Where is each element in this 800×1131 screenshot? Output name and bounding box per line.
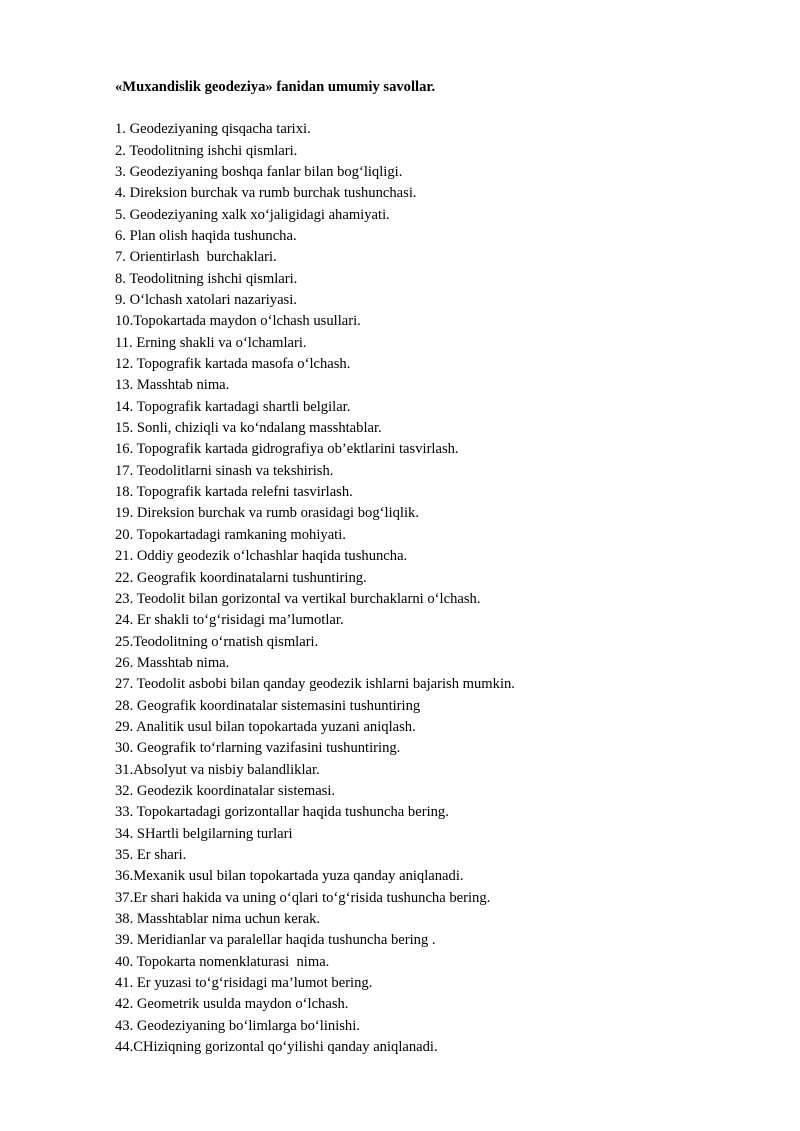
question-item: 41. Er yuzasi to‘g‘risidagi ma’lumot bering. [115,975,373,992]
question-item: 42. Geometrik usulda maydon o‘lchash. [115,996,349,1013]
question-item: 27. Teodolit asbobi bilan qanday geodezik ishlarni bajarish mumkin. [115,676,515,693]
question-item: 39. Meridianlar va paralellar haqida tushuncha bering . [115,932,436,949]
question-item: 24. Er shakli to‘g‘risidagi ma’lumotlar. [115,612,344,629]
question-item: 1. Geodeziyaning qisqacha tarixi. [115,121,311,138]
question-item: 43. Geodeziyaning bo‘limlarga bo‘linishi. [115,1017,360,1034]
question-item: 3. Geodeziyaning boshqa fanlar bilan bog‘liqligi. [115,163,403,180]
question-item: 44.CHiziqning gorizontal qo‘yilishi qanday aniqlanadi. [115,1039,438,1056]
document-page [115,77,755,1058]
question-item: 14. Topografik kartadagi shartli belgilar. [115,398,351,415]
document-title: «Muxandislik geodeziya» fanidan umumiy savollar. [115,79,436,95]
question-item: 20. Topokartadagi ramkaning mohiyati. [115,526,346,543]
question-item: 28. Geografik koordinatalar sistemasini tushuntiring [115,697,421,714]
question-item: 12. Topografik kartada masofa o‘lchash. [115,356,351,373]
question-item: 7. Orientirlash burchaklari. [115,249,277,266]
title-spacer [115,98,755,119]
question-item: 8. Teodolitning ishchi qismlari. [115,270,298,287]
question-item: 30. Geografik to‘rlarning vazifasini tushuntiring. [115,740,401,757]
question-item: 25.Teodolitning o‘rnatish qismlari. [115,633,319,650]
question-item: 40. Topokarta nomenklaturasi nima. [115,953,330,970]
question-item: 16. Topografik kartada gidrografiya ob’ektlarini tasvirlash. [115,441,459,458]
question-item: 18. Topografik kartada relefni tasvirlash. [115,484,353,501]
question-item: 10.Topokartada maydon o‘lchash usullari. [115,313,361,330]
question-item: 11. Erning shakli va o‘lchamlari. [115,334,307,351]
question-item: 33. Topokartadagi gorizontallar haqida tushuncha bering. [115,804,449,821]
question-item: 17. Teodolitlarni sinash va tekshirish. [115,462,334,479]
question-item: 15. Sonli, chiziqli va ko‘ndalang masshtablar. [115,420,382,437]
question-item: 35. Er shari. [115,846,187,863]
question-item: 9. O‘lchash xatolari nazariyasi. [115,292,297,309]
question-item: 23. Teodolit bilan gorizontal va vertikal burchaklarni o‘lchash. [115,590,481,607]
question-item: 5. Geodeziyaning xalk xo‘jaligidagi ahamiyati. [115,206,390,223]
question-item: 19. Direksion burchak va rumb orasidagi bog‘liqlik. [115,505,419,522]
question-item: 32. Geodezik koordinatalar sistemasi. [115,782,336,799]
question-item: 6. Plan olish haqida tushuncha. [115,228,297,245]
question-item: 38. Masshtablar nima uchun kerak. [115,911,321,928]
question-item: 34. SHartli belgilarning turlari [115,825,293,842]
question-item: 37.Er shari hakida va uning o‘qlari to‘g‘risida tushuncha bering. [115,889,491,906]
question-item: 22. Geografik koordinatalarni tushuntiring. [115,569,367,586]
question-item: 31.Absolyut va nisbiy balandliklar. [115,761,320,778]
question-item: 2. Teodolitning ishchi qismlari. [115,142,298,159]
question-item: 36.Mexanik usul bilan topokartada yuza qanday aniqlanadi. [115,868,464,885]
question-item: 4. Direksion burchak va rumb burchak tushunchasi. [115,185,417,202]
question-list [115,119,755,1058]
question-item: 29. Analitik usul bilan topokartada yuzani aniqlash. [115,718,416,735]
question-item: 13. Masshtab nima. [115,377,230,394]
question-item: 26. Masshtab nima. [115,654,230,671]
question-item: 21. Oddiy geodezik o‘lchashlar haqida tushuncha. [115,548,408,565]
